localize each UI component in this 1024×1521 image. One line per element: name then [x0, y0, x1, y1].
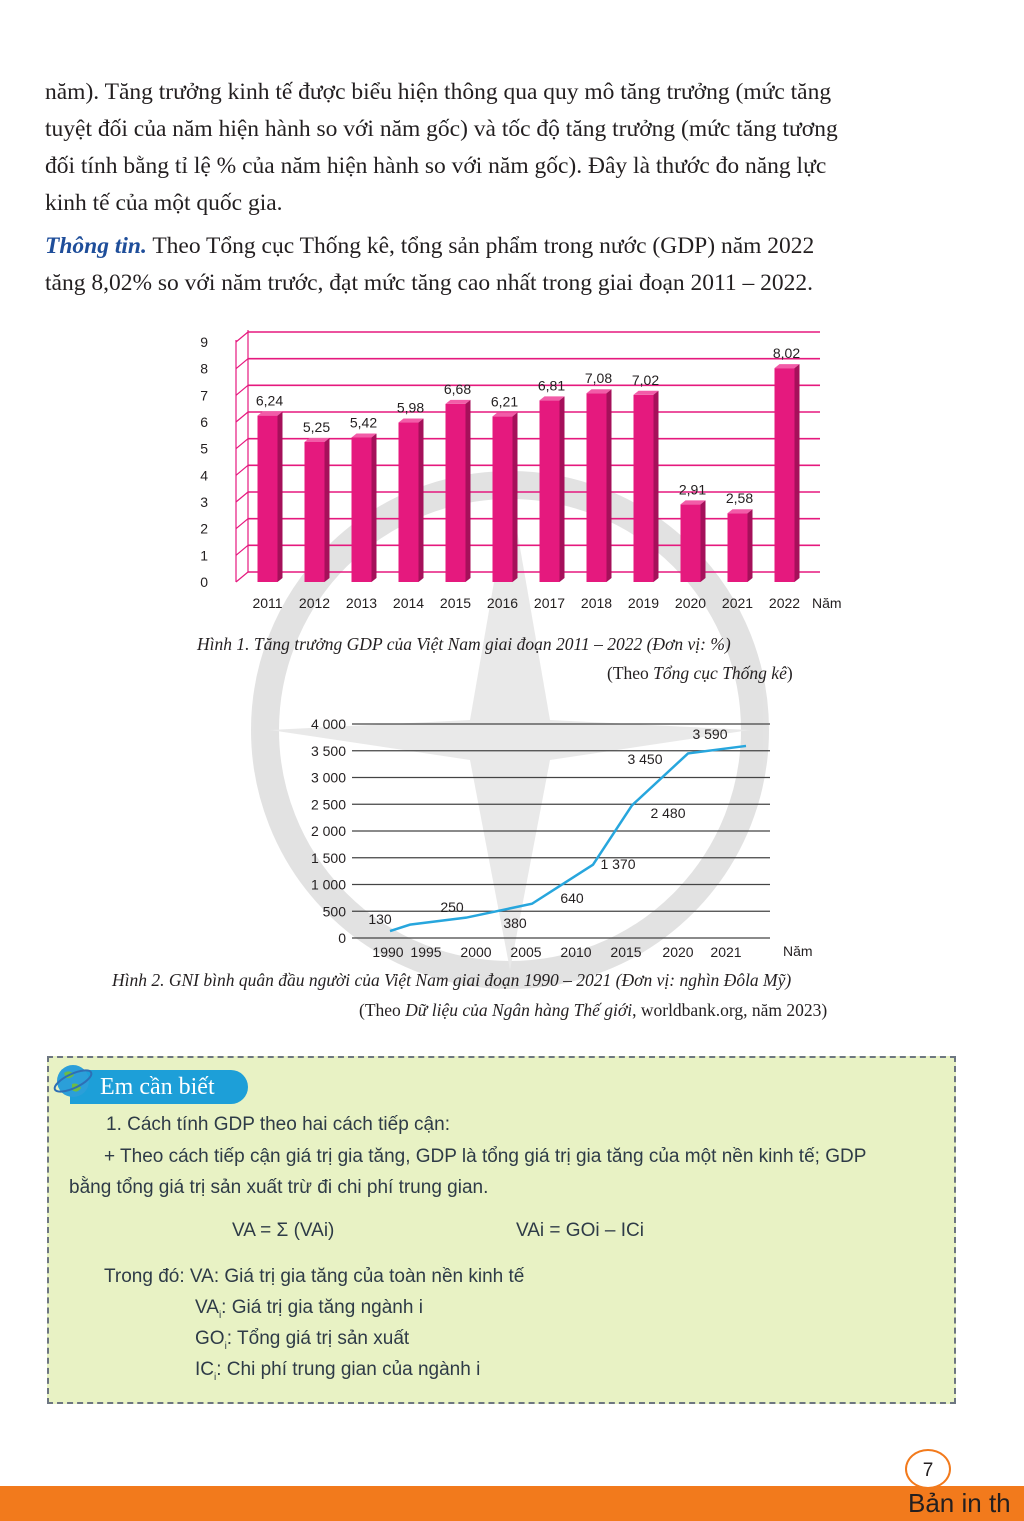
formula-va-i: VAi = GOi – ICi	[516, 1220, 644, 1241]
bar	[728, 513, 748, 582]
bar	[399, 423, 419, 582]
x-axis-label: Năm	[812, 595, 842, 611]
x-tick-label: 2020	[662, 944, 694, 960]
bar-side	[466, 400, 471, 582]
data-label: 250	[440, 899, 464, 915]
gridline-depth	[236, 572, 248, 582]
data-label: 130	[368, 911, 392, 927]
figure1-caption: Hình 1. Tăng trưởng GDP của Việt Nam giai đoạn 2011 – 2022 (Đơn vị: %)	[197, 634, 731, 654]
data-label: 7,02	[631, 371, 660, 388]
y-tick-label: 2 500	[310, 796, 346, 813]
x-tick-label: 2022	[768, 595, 801, 611]
data-label: 3 590	[692, 726, 728, 742]
formula-va-total: VA = Σ (VAi)	[232, 1220, 335, 1241]
globe-icon	[52, 1060, 94, 1102]
y-tick-label: 3 000	[310, 769, 346, 786]
bar-side	[560, 396, 565, 582]
bar	[446, 404, 466, 582]
figure1-source: (Theo Tổng cục Thống kê)	[607, 663, 793, 683]
x-tick-label: 1990	[372, 944, 404, 960]
bar	[540, 400, 560, 582]
bar-side	[419, 419, 424, 582]
data-label: 2 480	[650, 805, 686, 821]
bar	[634, 395, 654, 582]
x-axis-label: Năm	[783, 943, 813, 959]
y-tick-label: 500	[322, 903, 346, 920]
x-tick-label: 2021	[710, 944, 742, 960]
bar-side	[654, 391, 659, 582]
y-tick-label: 2 000	[310, 823, 346, 839]
data-label: 640	[560, 890, 584, 906]
bar	[775, 368, 795, 582]
y-tick-label: 7	[200, 387, 208, 404]
gridline-depth	[236, 332, 248, 342]
bar-side	[701, 500, 706, 582]
data-label: 6,68	[443, 380, 472, 397]
bar-side	[372, 433, 377, 582]
gridline-depth	[236, 545, 248, 555]
bar-side	[795, 364, 800, 582]
y-tick-label: 0	[200, 574, 208, 590]
data-label: 3 450	[627, 751, 663, 767]
em-can-biet-box	[47, 1056, 956, 1404]
data-label: 5,25	[302, 419, 331, 435]
footer-bar	[0, 1486, 1024, 1521]
bar	[681, 504, 701, 582]
y-tick-label: 8	[200, 360, 208, 377]
bar-side	[748, 509, 753, 582]
x-tick-label: 2020	[674, 595, 707, 611]
bar	[258, 416, 278, 582]
bar	[587, 393, 607, 582]
x-tick-label: 2019	[627, 595, 660, 611]
y-tick-label: 2	[200, 520, 208, 537]
y-tick-label: 1	[200, 547, 208, 564]
definition-ic-i: $IC_i$: Chi phí trung gian của ngành i	[195, 1359, 481, 1383]
bar	[305, 442, 325, 582]
info-paragraph	[45, 228, 957, 302]
data-label: 2,58	[725, 490, 754, 507]
gridline-depth	[236, 439, 248, 449]
x-tick-label: 2018	[580, 595, 613, 611]
y-tick-label: 0	[338, 930, 346, 946]
x-tick-label: 2015	[610, 944, 642, 960]
definition-go-i: $GO_i$: Tổng giá trị sản xuất	[195, 1328, 410, 1352]
bar-side	[325, 438, 330, 582]
x-tick-label: 2011	[252, 595, 283, 611]
data-label: 1 370	[600, 856, 636, 872]
x-tick-label: 2000	[460, 944, 492, 960]
bar	[352, 437, 372, 582]
page-number: 7	[905, 1449, 951, 1489]
data-label: 5,98	[396, 399, 425, 416]
data-label: 6,24	[255, 392, 284, 409]
item2-text: + Theo cách tiếp cận giá trị gia tăng, GDP là tổng giá trị gia tăng của một nền kinh tế; GDP	[104, 1146, 867, 1167]
data-label: 8,02	[772, 345, 801, 362]
intro-line: kinh tế của một quốc gia.	[45, 190, 283, 216]
gridline-depth	[236, 465, 248, 475]
data-label: 6,81	[537, 377, 566, 394]
x-tick-label: 2015	[439, 595, 472, 611]
definition-va: Trong đó: VA: Giá trị gia tăng của toàn nền kinh tế	[104, 1266, 525, 1287]
info-text: tăng 8,02% so với năm trước, đạt mức tăng cao nhất trong giai đoạn 2011 – 2022.	[45, 270, 814, 296]
gridline-depth	[236, 519, 248, 529]
y-tick-label: 4	[200, 467, 208, 484]
bar	[493, 416, 513, 582]
y-tick-label: 3	[200, 494, 208, 510]
info-label: Thông tin.	[45, 233, 147, 259]
figure2-caption: Hình 2. GNI bình quân đầu người của Việt Nam giai đoạn 1990 – 2021 (Đơn vị: nghìn Đôla Mỹ)	[112, 970, 792, 990]
gridline-depth	[236, 412, 248, 422]
x-tick-label: 2014	[392, 595, 425, 611]
gdp-growth-bar-chart	[180, 320, 860, 620]
footer-text: Bản in th	[908, 1488, 1011, 1518]
y-tick-label: 4 000	[310, 716, 346, 732]
info-text: Theo Tổng cục Thống kê, tổng sản phẩm trong nước (GDP) năm 2022	[146, 233, 815, 259]
gni-line-chart	[290, 712, 830, 962]
em-can-biet-title: Em cần biết	[70, 1070, 248, 1104]
gridline-depth	[236, 385, 248, 395]
intro-paragraph	[45, 74, 957, 222]
definition-va-i: $VA_i$: Giá trị gia tăng ngành i	[195, 1297, 423, 1321]
bar-side	[607, 389, 612, 582]
data-label: 6,21	[490, 393, 519, 410]
gridline-depth	[236, 492, 248, 502]
y-tick-label: 1 500	[310, 849, 346, 866]
x-tick-label: 2005	[510, 944, 542, 960]
item2-text: bằng tổng giá trị sản xuất trừ đi chi phí trung gian.	[69, 1177, 489, 1198]
y-tick-label: 1 000	[310, 876, 346, 893]
x-tick-label: 2012	[298, 595, 331, 611]
figure2-source: (Theo Dữ liệu của Ngân hàng Thế giới, worldbank.org, năm 2023)	[359, 1000, 828, 1020]
intro-line: đối tính bằng tỉ lệ % của năm hiện hành so với năm gốc). Đây là thước đo năng lực	[45, 153, 827, 179]
gridline-depth	[236, 359, 248, 369]
y-tick-label: 9	[200, 334, 208, 350]
y-tick-label: 5	[200, 440, 208, 457]
data-label: 7,08	[584, 370, 613, 387]
x-tick-label: 2017	[533, 595, 566, 611]
x-tick-label: 2010	[560, 944, 592, 960]
bar-side	[278, 412, 283, 582]
bar-side	[513, 412, 518, 582]
x-tick-label: 2013	[345, 595, 378, 611]
y-tick-label: 3 500	[310, 742, 346, 759]
data-label: 5,42	[349, 414, 378, 431]
intro-line: năm). Tăng trưởng kinh tế được biểu hiện thông qua quy mô tăng trưởng (mức tăng	[45, 79, 832, 105]
y-tick-label: 6	[200, 414, 208, 430]
x-tick-label: 2021	[721, 595, 754, 611]
data-label: 380	[503, 915, 527, 931]
x-tick-label: 1995	[410, 944, 442, 960]
x-tick-label: 2016	[486, 595, 519, 611]
intro-line: tuyệt đối của năm hiện hành so với năm gốc) và tốc độ tăng trưởng (mức tăng tương	[45, 116, 838, 142]
item1-text: 1. Cách tính GDP theo hai cách tiếp cận:	[106, 1114, 450, 1135]
data-label: 2,91	[678, 481, 707, 498]
